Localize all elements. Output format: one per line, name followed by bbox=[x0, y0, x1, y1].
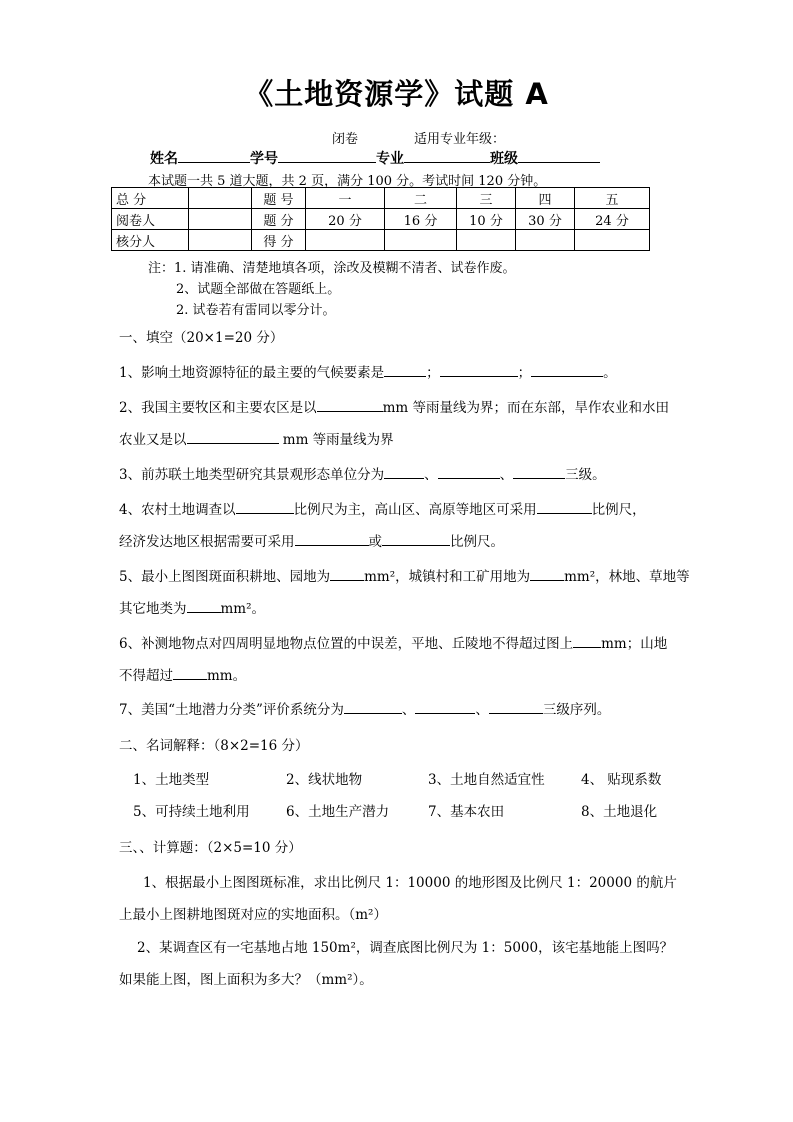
question-text: 5、最小上图图斑面积耕地、园地为 bbox=[119, 569, 331, 585]
answer-blank[interactable] bbox=[236, 501, 294, 514]
question-1-4-cont bbox=[119, 530, 504, 550]
question-text: 、 bbox=[475, 702, 489, 718]
table-cell: 总 分 bbox=[112, 188, 189, 209]
answer-blank[interactable] bbox=[173, 667, 207, 680]
question-1-6-cont bbox=[119, 664, 246, 684]
question-text: 6、补测地物点对四周明显地物点位置的中误差，平地、丘陵地不得超过图上 bbox=[119, 636, 574, 652]
name-label: 姓名 bbox=[150, 151, 178, 167]
major-label: 专业 bbox=[376, 151, 404, 167]
table-cell[interactable] bbox=[575, 230, 650, 251]
question-text: 经济发达地区根据需要可采用 bbox=[119, 534, 295, 550]
table-cell: 得 分 bbox=[252, 230, 306, 251]
table-cell: 16 分 bbox=[385, 209, 457, 230]
note-2: 2、试题全部做在答题纸上。 bbox=[176, 282, 341, 297]
question-text: 4、农村土地调查以 bbox=[119, 502, 236, 518]
term-item: 6、土地生产潜力 bbox=[286, 804, 390, 820]
question-text: 三级序列。 bbox=[542, 702, 611, 718]
question-text: 3、前苏联土地类型研究其景观形态单位分为 bbox=[119, 467, 385, 483]
question-text: 比例尺为主，高山区、高原等地区可采用 bbox=[293, 502, 537, 518]
question-text: ； bbox=[517, 365, 532, 381]
table-row bbox=[112, 230, 650, 251]
table-cell: 10 分 bbox=[457, 209, 516, 230]
question-text: 农业又是以 bbox=[119, 432, 187, 448]
question-text: 或 bbox=[368, 534, 382, 550]
question-text: 。 bbox=[603, 365, 617, 381]
answer-blank[interactable] bbox=[573, 635, 601, 648]
term-item: 5、可持续土地利用 bbox=[133, 804, 250, 820]
table-cell: 五 bbox=[575, 188, 650, 209]
table-cell: 一 bbox=[306, 188, 385, 209]
question-1-1 bbox=[119, 361, 617, 381]
closed-book-label: 闭卷 bbox=[332, 132, 359, 147]
note-1: 注：1. 请准确、清楚地填各项，涂改及模糊不清者、试卷作废。 bbox=[148, 261, 516, 276]
table-cell[interactable] bbox=[189, 188, 252, 209]
question-text: mm²。 bbox=[220, 601, 266, 617]
table-cell[interactable] bbox=[189, 209, 252, 230]
answer-blank[interactable] bbox=[187, 600, 221, 613]
student-id-label: 学号 bbox=[250, 151, 278, 167]
answer-blank[interactable] bbox=[344, 701, 402, 714]
answer-blank[interactable] bbox=[489, 701, 543, 714]
section-3-heading: 三、、计算题：（2×5=10 分） bbox=[119, 840, 302, 856]
answer-blank[interactable] bbox=[384, 364, 426, 377]
question-1-5-cont bbox=[119, 597, 265, 617]
question-1-7 bbox=[119, 698, 610, 718]
answer-blank[interactable] bbox=[530, 568, 564, 581]
name-field[interactable] bbox=[178, 150, 250, 163]
score-table bbox=[111, 187, 650, 251]
class-label: 班级 bbox=[490, 151, 518, 167]
question-text: 7、美国“土地潜力分类”评价系统分为 bbox=[119, 702, 344, 718]
applicable-grade-label: 适用专业年级： bbox=[414, 132, 506, 147]
question-text: mm²，林地、草地等 bbox=[564, 569, 690, 585]
calc-question-2: 2、某调查区有一宅基地占地 150m²，调查底图比例尺为 1：5000，该宅基地能上图吗？ bbox=[137, 940, 674, 956]
answer-blank[interactable] bbox=[438, 466, 500, 479]
answer-blank[interactable] bbox=[513, 466, 565, 479]
major-field[interactable] bbox=[404, 150, 490, 163]
table-cell[interactable] bbox=[516, 230, 575, 251]
answer-blank[interactable] bbox=[440, 364, 518, 377]
answer-blank[interactable] bbox=[384, 466, 424, 479]
section-1-heading: 一、填空（20×1=20 分） bbox=[119, 330, 284, 346]
table-cell: 题 分 bbox=[252, 209, 306, 230]
term-item: 8、土地退化 bbox=[581, 804, 658, 820]
table-cell[interactable] bbox=[385, 230, 457, 251]
question-1-2 bbox=[119, 396, 669, 416]
term-item: 7、基本农田 bbox=[428, 804, 505, 820]
question-text: 三级。 bbox=[565, 467, 606, 483]
question-text: 比例尺。 bbox=[450, 534, 504, 550]
answer-blank[interactable] bbox=[295, 533, 369, 546]
answer-blank[interactable] bbox=[382, 533, 450, 546]
table-cell[interactable] bbox=[189, 230, 252, 251]
question-text: 、 bbox=[424, 467, 438, 483]
question-text: 比例尺， bbox=[591, 502, 646, 518]
question-text: mm。 bbox=[207, 668, 247, 684]
question-text: mm²，城镇村和工矿用地为 bbox=[364, 569, 531, 585]
question-text: 、 bbox=[499, 467, 514, 483]
student-info-row bbox=[150, 148, 600, 168]
question-text: mm 等雨量线为界；而在东部，旱作农业和水田 bbox=[382, 400, 669, 416]
question-text: mm；山地 bbox=[601, 636, 668, 652]
calc-question-1: 1、根据最小上图图斑标准，求出比例尺 1：10000 的地形图及比例尺 1：20000 的航片 bbox=[143, 875, 677, 891]
question-1-6 bbox=[119, 632, 667, 652]
calc-question-1-cont: 上最小上图耕地图斑对应的实地面积。（m²） bbox=[119, 907, 387, 923]
question-1-4 bbox=[119, 498, 646, 518]
question-text: ； bbox=[426, 365, 440, 381]
table-cell: 题 号 bbox=[252, 188, 306, 209]
question-text: 其它地类为 bbox=[119, 601, 187, 617]
answer-blank[interactable] bbox=[531, 364, 603, 377]
answer-blank[interactable] bbox=[537, 501, 592, 514]
table-cell: 三 bbox=[457, 188, 516, 209]
table-cell: 24 分 bbox=[575, 209, 650, 230]
term-item: 2、线状地物 bbox=[286, 772, 363, 788]
question-text: mm 等雨量线为界 bbox=[278, 432, 394, 448]
exam-title: 《土地资源学》试题 A bbox=[244, 77, 549, 111]
question-text: 不得超过 bbox=[119, 668, 173, 684]
term-item: 1、土地类型 bbox=[133, 772, 210, 788]
question-1-2-cont bbox=[119, 428, 394, 448]
question-text: 、 bbox=[401, 702, 416, 718]
table-row bbox=[112, 188, 650, 209]
table-cell: 二 bbox=[385, 188, 457, 209]
table-cell: 30 分 bbox=[516, 209, 575, 230]
question-1-5 bbox=[119, 565, 690, 585]
table-cell[interactable] bbox=[306, 230, 385, 251]
table-cell: 阅卷人 bbox=[112, 209, 189, 230]
class-field[interactable] bbox=[518, 150, 600, 163]
answer-blank[interactable] bbox=[415, 701, 475, 714]
table-cell: 四 bbox=[516, 188, 575, 209]
calc-question-2-cont: 如果能上图，图上面积为多大？（mm²）。 bbox=[119, 972, 373, 988]
question-text: 1、影响土地资源特征的最主要的气候要素是 bbox=[119, 365, 385, 381]
exam-intro: 本试题一共 5 道大题，共 2 页，满分 100 分。考试时间 120 分钟。 bbox=[148, 174, 547, 189]
student-id-field[interactable] bbox=[278, 150, 376, 163]
table-cell: 20 分 bbox=[306, 209, 385, 230]
section-2-heading: 二、名词解释：（8×2=16 分） bbox=[119, 738, 309, 754]
answer-blank[interactable] bbox=[330, 568, 364, 581]
question-text: 2、我国主要牧区和主要农区是以 bbox=[119, 400, 317, 416]
answer-blank[interactable] bbox=[187, 431, 279, 444]
note-3: 2. 试卷若有雷同以零分计。 bbox=[176, 303, 336, 318]
question-1-3 bbox=[119, 463, 606, 483]
table-cell[interactable] bbox=[457, 230, 516, 251]
answer-blank[interactable] bbox=[317, 399, 383, 412]
term-item: 4、 贴现系数 bbox=[581, 772, 662, 788]
term-item: 3、土地自然适宜性 bbox=[428, 772, 545, 788]
table-cell: 核分人 bbox=[112, 230, 189, 251]
table-row bbox=[112, 209, 650, 230]
